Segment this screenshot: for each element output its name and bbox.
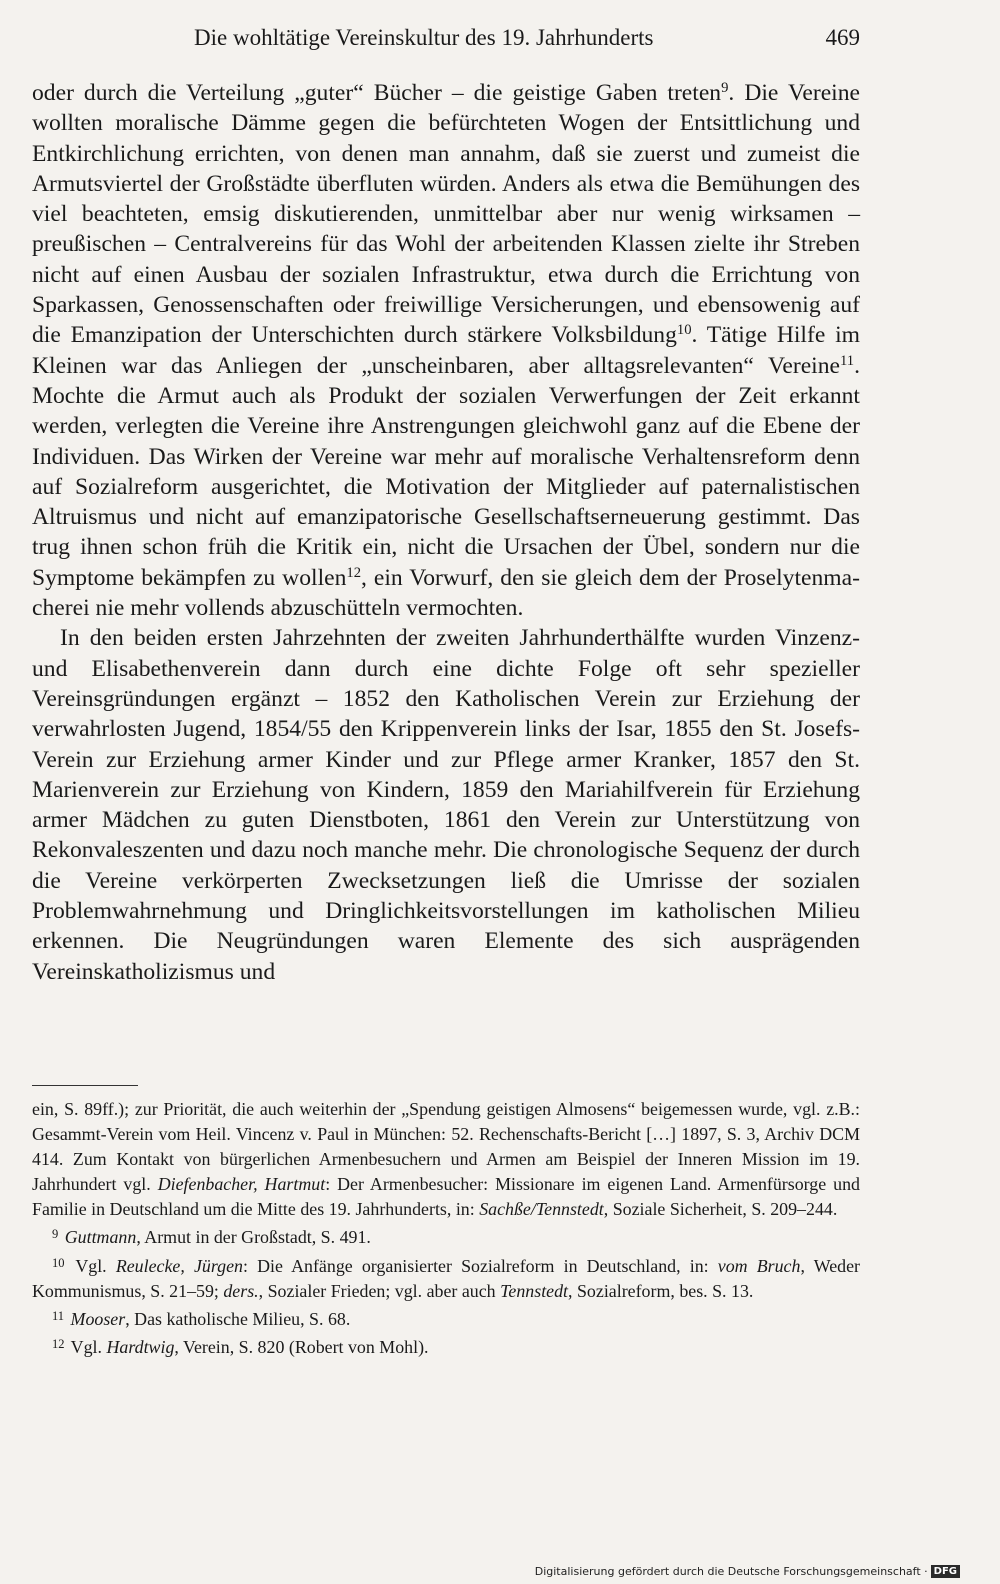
running-title: Die wohltätige Vereinskultur des 19. Jahrhunderts xyxy=(194,25,654,50)
footnote-divider xyxy=(32,1085,138,1086)
footnotes xyxy=(32,1097,860,1360)
page-header xyxy=(32,20,860,56)
main-text xyxy=(32,78,860,987)
footnote-ref-10: 10 xyxy=(676,322,692,339)
paragraph-2: In den beiden ersten Jahrzehnten der zweiten Jahrhunderthälfte wurden Vinzenz- und Elisabethenverein dann durch eine dichte Folge oft sehr spezieller Vereinsgründungen ergänzt – 1852 den Katholischen Verein zur Erziehung der verwahrlosten Jugend, 1854/55 den Krippenverein links der Isar, 1855 den St. Josefs-Verein zur Erziehung armer Kinder und zur Pflege armer Kranker, 1857 den St. Marienverein zur Erziehung von Kindern, 1859 den Mariahilfverein für Erziehung armer Mädchen zu guten Dienstboten, 1861 den Verein zur Unterstützung von Rekonvaleszenten und dazu noch manche mehr. Die chronologische Sequenz der durch die Vereine verkörperten Zwecksetzungen ließ die Umrisse der sozialen Problemwahrnehmung und Dringlichkeitsvorstellungen im katholischen Milieu erkennen. Die Neugründungen waren Elemente des sich ausprägenden Vereinskatholizismus und xyxy=(32,625,860,985)
footnote-11: $^{11}$ Mooser, Das katholische Milieu, S. 68. xyxy=(52,1308,351,1329)
page-number: 469 xyxy=(825,25,860,50)
footnote-ref-12: 12 xyxy=(346,564,362,581)
credit-text: Digitalisierung gefördert durch die Deutsche Forschungsgemeinschaft · xyxy=(534,1564,928,1578)
footnote-continuation: ein, S. 89ff.); zur Priorität, die auch weiterhin der „Spendung geistigen Almosens“ beigemessen wurde, vgl. z.B.: Gesammt-Verein vom Heil. Vincenz v. Paul in München: 52. Rechenschafts-Bericht […] 1897, S. 3, Archiv DCM 414. Zum Kontakt von bürgerlichen Armenbesuchern und Armen am Beispiel der Inneren Mission im 19. Jahrhundert vgl. Diefenbacher, Hartmut: Der Armenbesucher: Missionare im eigenen Land. Armenfürsorge und Familie in Deutschland um die Mitte des 19. Jahrhunderts, in: Sachße/Tennstedt, Soziale Sicherheit, S. 209–244. xyxy=(32,1099,860,1220)
footnote-ref-11: 11 xyxy=(840,352,855,369)
paragraph-1: oder durch die Verteilung „guter“ Bücher – die geistige Gaben treten$^9$. Die Vereine wollten moralische Dämme gegen die befürchteten Wogen der Entsittlichung und Entkirchlichung errichten, von denen man annahm, daß sie zuerst und zumeist die Armutsviertel der Großstädte überfluten würden. Anders als etwa die Bemühungen des viel beachteten, emsig diskutierenden, unmittelbar aber nur wenig wirksamen – preußischen – Centralvereins für das Wohl der arbeitenden Klassen zielte ihr Streben nicht auf einen Ausbau der sozialen Infrastruktur, etwa durch die Errichtung von Sparkassen, Genossenschaften oder freiwillige Versicherungen, und ebensowenig auf die Emanzipation der Unterschichten durch stärkere Volksbildung$^{10}$. Tätige Hilfe im Kleinen war das Anliegen der „unscheinbaren, aber alltagsrelevanten“ Vereine$^{11}$. Mochte die Armut auch als Produkt der sozialen Verwerfungen der Zeit erkannt werden, verlegten die Vereine ihre Anstrengungen gleichwohl ganz auf die Ebene der Individuen. Das Wirken der Vereine war mehr auf moralische Verhaltensreform denn auf Sozialreform ausgerichtet, die Motivation der Mitglieder auf paternalistischen Altruismus und nicht auf emanzipatorische Gesellschaftserneuerung gestimmt. Das trug ihnen schon früh die Kritik ein, nicht die Ursachen der Übel, sondern nur die Symptome bekämpfen zu wollen$^{12}$, ein Vorwurf, den sie gleich dem der Proselytenmacherei nie mehr vollends abzuschütteln vermochten. xyxy=(32,79,860,622)
footnote-ref-9: 9 xyxy=(721,79,729,96)
footnote-9: $^9$ Guttmann, Armut in der Großstadt, S. 491. xyxy=(52,1227,371,1248)
digitization-credit xyxy=(535,1565,960,1579)
dfg-logo: DFG xyxy=(931,1565,960,1578)
footnote-10: $^{10}$ Vgl. Reulecke, Jürgen: Die Anfänge organisierter Sozialreform in Deutschland, in: vom Bruch, Weder Kommunismus, S. 21–59; ders., Sozialer Frieden; vgl. aber auch Tennstedt, Sozialreform, bes. S. 13. xyxy=(32,1255,860,1301)
footnote-12: $^{12}$ Vgl. Hardtwig, Verein, S. 820 (Robert von Mohl). xyxy=(52,1336,429,1357)
